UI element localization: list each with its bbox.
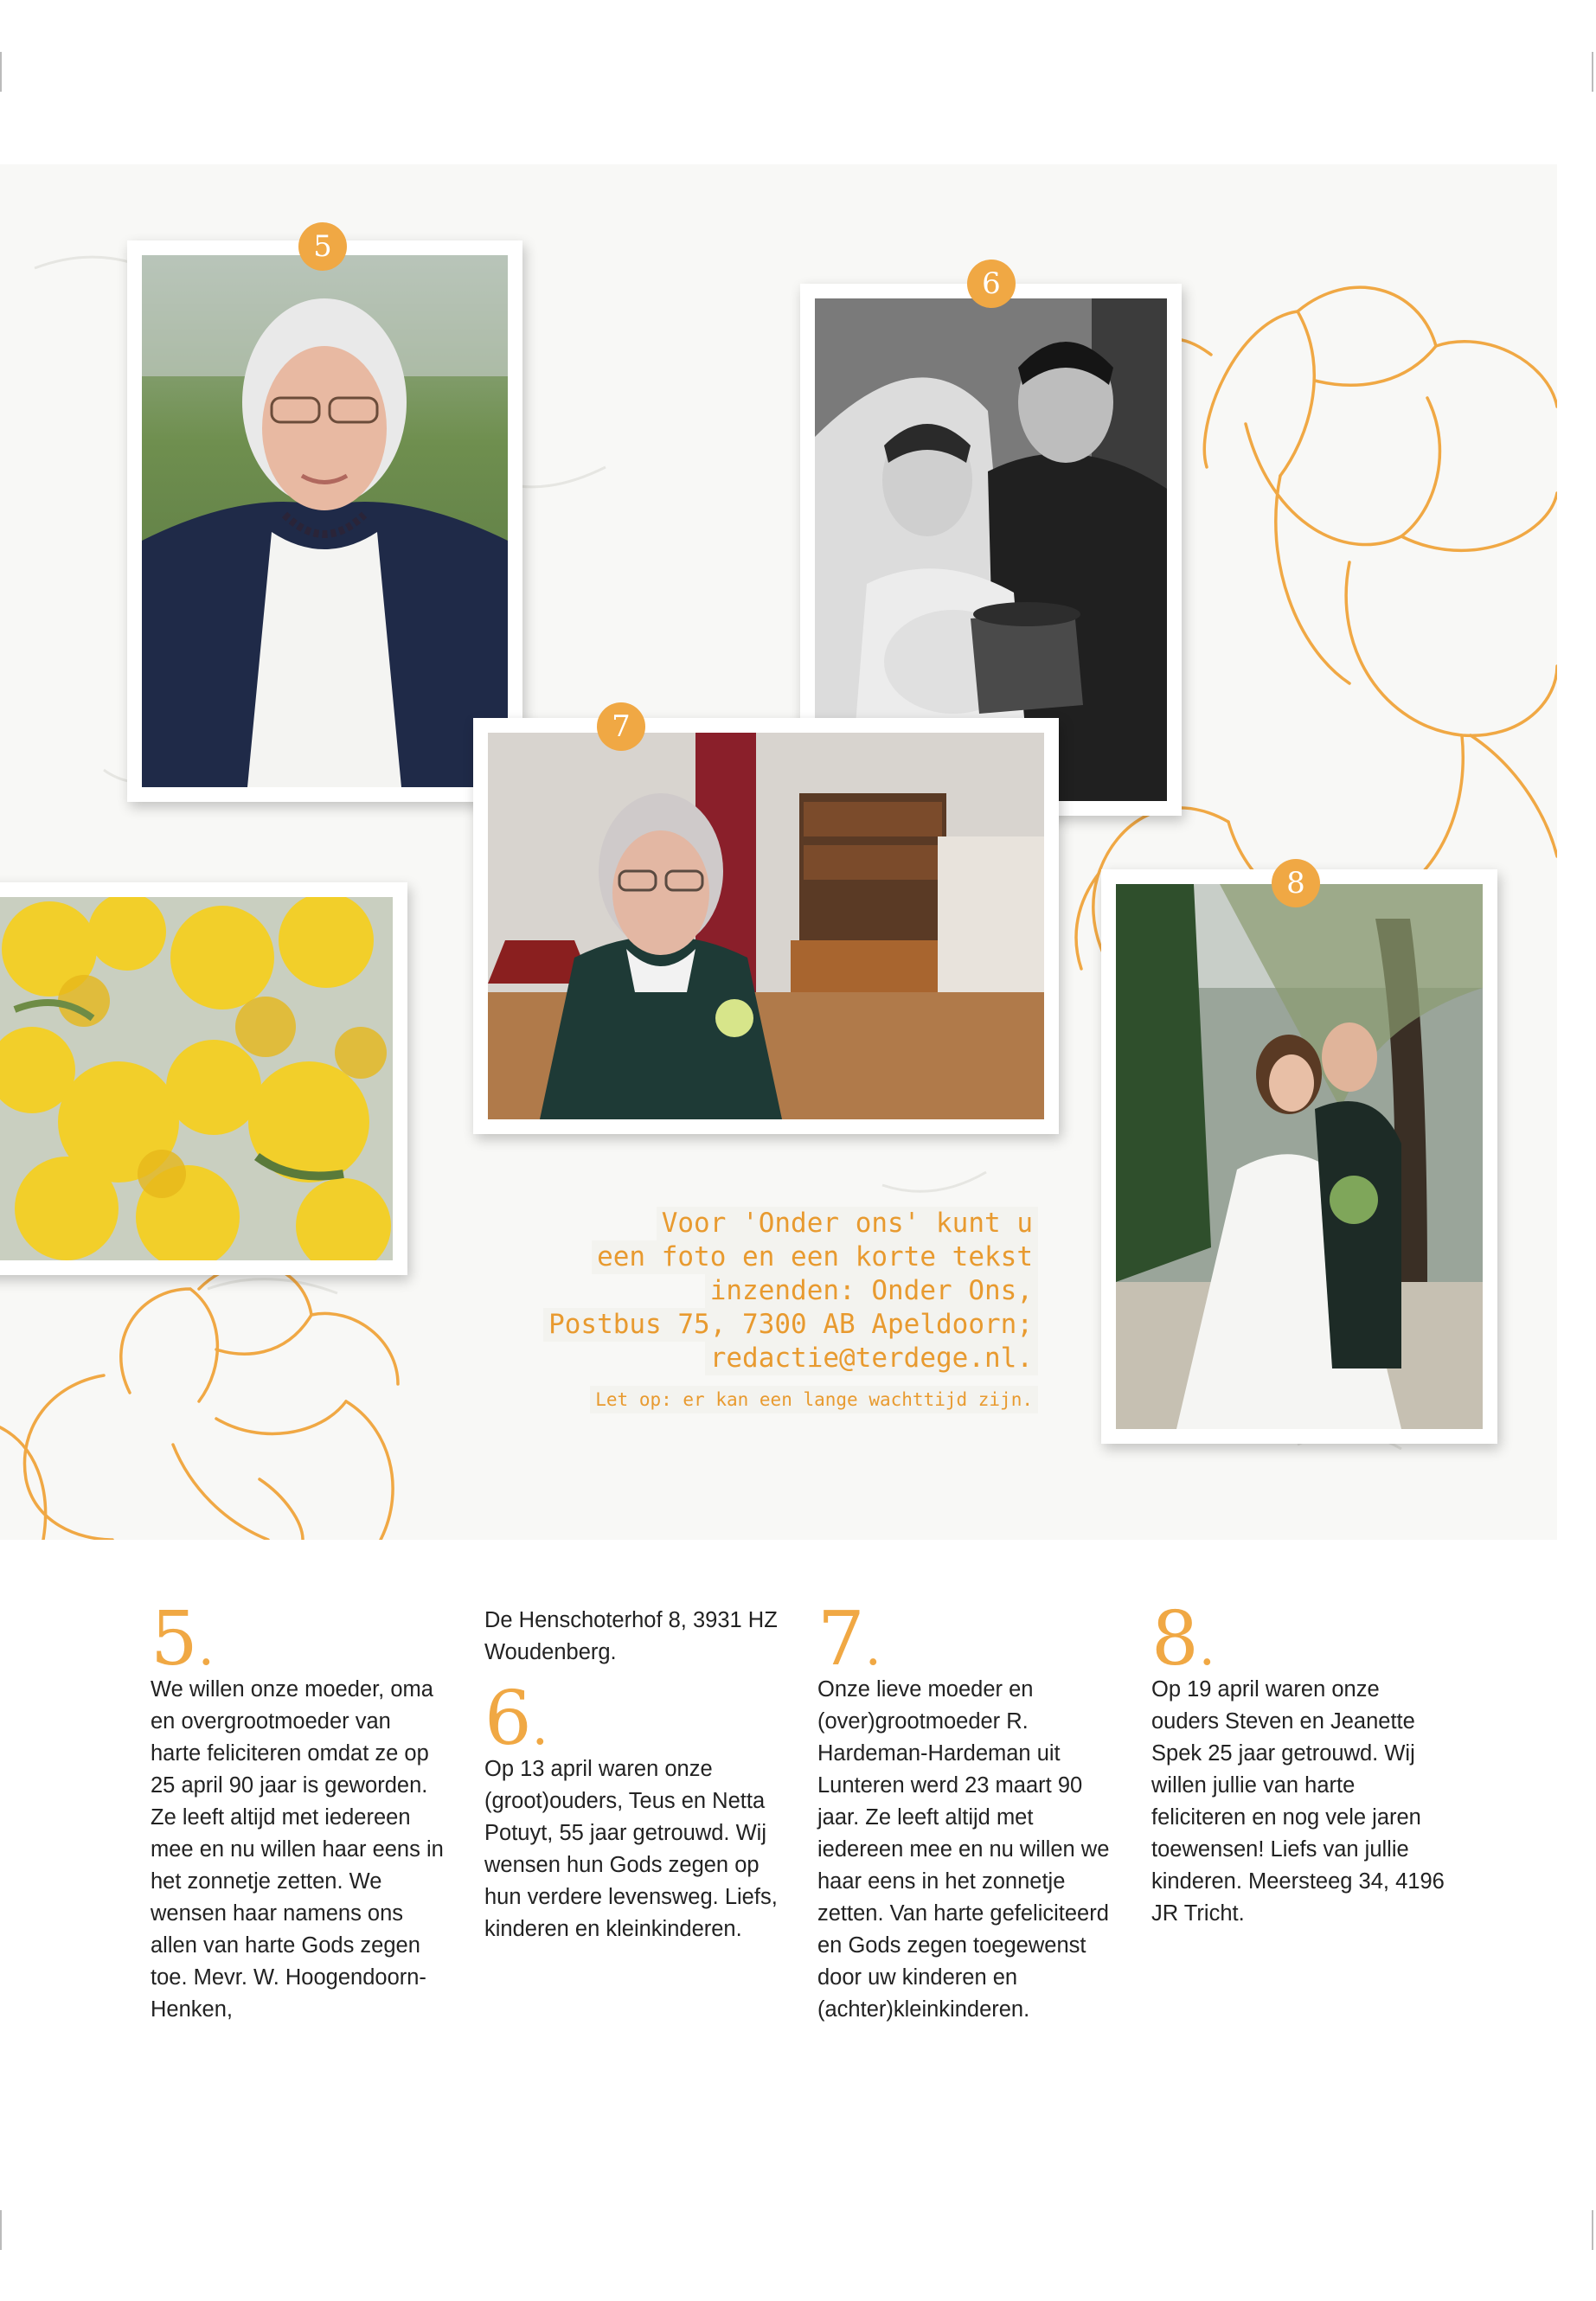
photo-7-number-badge: 7 (597, 702, 645, 751)
info-note: Let op: er kan een lange wachttijd zijn. (590, 1386, 1038, 1413)
info-line: een foto en een korte tekst (592, 1240, 1038, 1274)
mimosa-flower-photo (0, 882, 407, 1275)
article-column-3 (817, 1596, 1112, 2026)
info-line: Voor 'Onder ons' kunt u (657, 1207, 1038, 1240)
crop-mark-top-right (1592, 52, 1593, 92)
photo-5-number-badge: 5 (298, 222, 347, 271)
wedding-couple-garden-image (1116, 884, 1483, 1429)
info-line: Postbus 75, 7300 AB Apeldoorn; (543, 1308, 1038, 1342)
article-column-1 (151, 1596, 445, 2026)
article-6-text: Op 13 april waren onze (groot)ouders, Teus en Netta Potuyt, 55 jaar getrouwd. Wij wensen hun Gods zegen op hun verdere levensweg. Liefs, kinderen en kleinkinderen. (484, 1757, 778, 1941)
article-8-number: 8. (1151, 1596, 1215, 1682)
article-5-number: 5. (151, 1596, 215, 1682)
photo-5 (127, 240, 522, 802)
article-8-text: Op 19 april waren onze ouders Steven en Jeanette Spek 25 jaar getrouwd. Wij willen jullie van harte feliciteren en nog vele jaren toewensen! Liefs van jullie kinderen. Meersteeg 34, 4196 JR Tricht. (1151, 1677, 1445, 1926)
info-line: inzenden: Onder Ons, (705, 1274, 1038, 1308)
crop-mark-bottom-right (1592, 2210, 1593, 2250)
article-6-number: 6. (484, 1676, 548, 1762)
mimosa-flower-image (0, 897, 393, 1260)
crop-mark-bottom-left (0, 2210, 2, 2250)
portrait-elderly-woman-image (142, 255, 508, 787)
submission-info-box (502, 1207, 1038, 1413)
article-7-number: 7. (817, 1596, 881, 1682)
photo-8-number-badge: 8 (1272, 859, 1320, 907)
photo-8 (1101, 869, 1497, 1444)
article-7-text: Onze lieve moeder en (over)grootmoeder R. Hardeman-Hardeman uit Lunteren werd 23 maart 90 jaar. Ze leeft altijd met iedereen mee en nu willen we haar eens in het zonnetje zetten. Van harte gefeliciteerd en Gods zegen toegewenst door uw kinderen en (achter)kleinkinderen. (817, 1677, 1110, 2022)
crop-mark-top-left (0, 52, 2, 92)
article-5-continuation: De Henschoterhof 8, 3931 HZ Woudenberg. (484, 1608, 778, 1664)
elderly-woman-living-room-image (488, 733, 1044, 1119)
article-5-text: We willen onze moeder, oma en overgrootmoeder van harte feliciteren omdat ze op 25 april 90 jaar is geworden. Ze leeft altijd met iedereen mee en nu willen haar eens in het zonnetje zetten. We wensen haar namens ons allen van harte Gods zegen toe. Mevr. W. Hoogendoorn-Henken, (151, 1677, 444, 2022)
article-column-4 (1151, 1596, 1445, 1930)
photo-7 (473, 718, 1059, 1134)
photo-6-number-badge: 6 (967, 260, 1016, 308)
info-email-link[interactable]: redactie@terdege.nl. (705, 1342, 1038, 1375)
article-column-2 (484, 1605, 779, 1945)
